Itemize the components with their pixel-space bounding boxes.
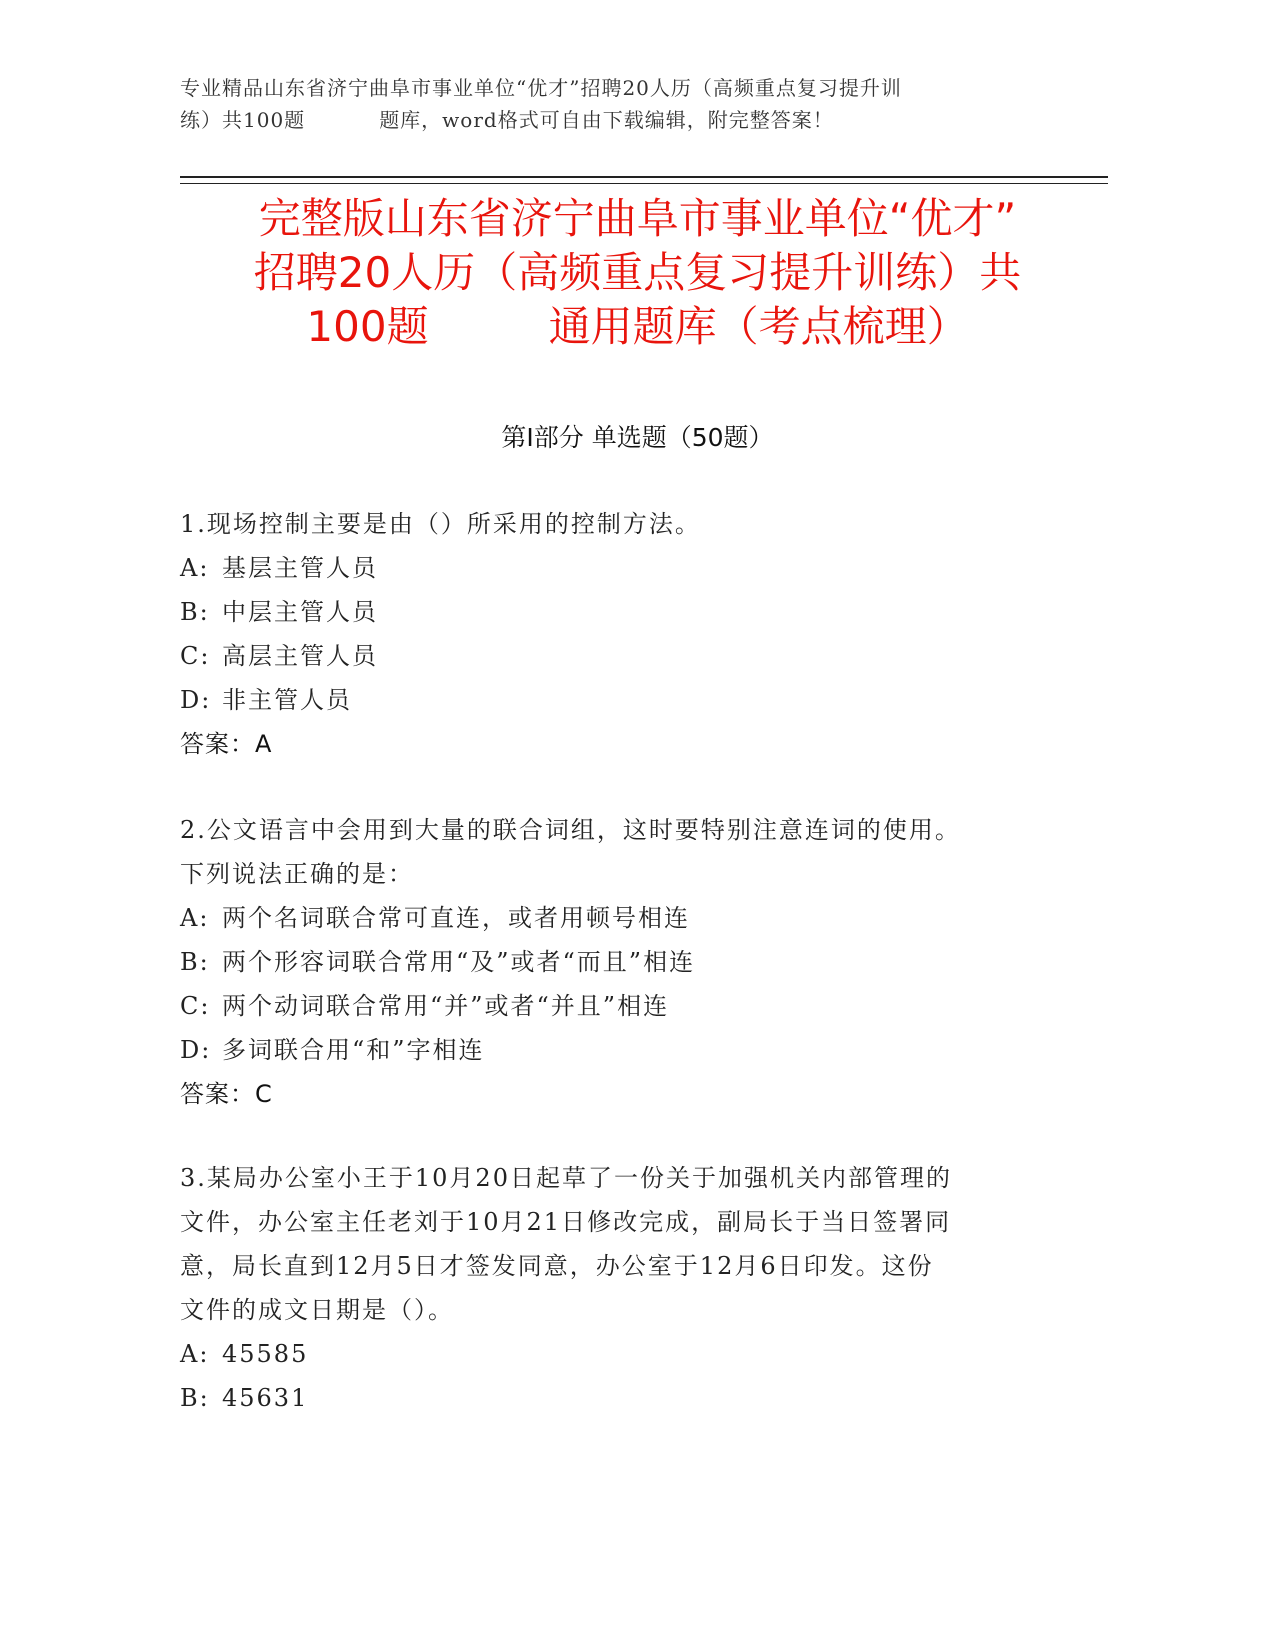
header-line-2 [180,104,1040,136]
title-line-3a: 100题 [306,302,429,351]
title-line-1: 完整版山东省济宁曲阜市事业单位“优才” [258,194,1017,243]
question-stem-line-1: 2.公文语言中会用到大量的联合词组，这时要特别注意连词的使用。 [180,816,961,844]
header-rule-thick [180,176,1108,178]
question-stem-line-4: 文件的成文日期是（）。 [180,1296,454,1324]
option-letter: C: [180,642,211,670]
header-rule-thin [180,183,1108,184]
option-letter: D: [180,1036,212,1064]
option-letter: C: [180,992,211,1020]
header-line-1: 专业精品山东省济宁曲阜市事业单位“优才”招聘20人历（高频重点复习提升训 [180,76,902,100]
option-b [180,940,1040,984]
answer: 答案：A [180,730,273,758]
option-text: 高层主管人员 [222,642,378,670]
option-b [180,590,1040,634]
header-line-2a: 练）共100题 [180,108,306,132]
option-letter: A: [180,904,210,932]
option-letter: D: [180,686,212,714]
question-stem-line-2: 文件，办公室主任老刘于10月21日修改完成，副局长于当日签署同 [180,1208,952,1236]
question-stem-line-1: 3.某局办公室小王于10月20日起草了一份关于加强机关内部管理的 [180,1164,952,1192]
question-stem-line-2: 下列说法正确的是： [180,860,414,888]
page-header [180,72,1040,136]
header-line-2b: 题库，word格式可自由下载编辑，附完整答案！ [379,108,834,132]
question-stem: 1.现场控制主要是由（）所采用的控制方法。 [180,510,701,538]
question-2 [180,808,1040,1116]
option-text: 多词联合用“和”字相连 [222,1036,485,1064]
option-text: 基层主管人员 [222,554,378,582]
option-a [180,546,1040,590]
option-b [180,1376,1040,1420]
option-c [180,634,1040,678]
option-text: 两个名词联合常可直连，或者用顿号相连 [222,904,690,932]
option-c [180,984,1040,1028]
question-3 [180,1156,1040,1420]
option-text: 45631 [222,1384,309,1412]
option-letter: B: [180,1384,210,1412]
section-heading: 第Ⅰ部分 单选题（50题） [501,423,774,452]
title-line-3 [150,300,1125,354]
option-a [180,1332,1040,1376]
option-letter: A: [180,554,210,582]
question-stem-line-3: 意，局长直到12月5日才签发同意，办公室于12月6日印发。这份 [180,1252,934,1280]
question-1 [180,502,1040,766]
option-d [180,678,1040,722]
option-text: 中层主管人员 [222,598,378,626]
option-d [180,1028,1040,1072]
option-a [180,896,1040,940]
option-letter: B: [180,948,210,976]
option-letter: A: [180,1340,210,1368]
answer: 答案：C [180,1080,273,1108]
option-text: 两个形容词联合常用“及”或者“而且”相连 [222,948,696,976]
option-text: 45585 [222,1340,309,1368]
document-title [150,192,1125,354]
option-text: 非主管人员 [222,686,352,714]
option-text: 两个动词联合常用“并”或者“并且”相连 [222,992,670,1020]
title-line-3b: 通用题库（考点梳理） [548,302,969,351]
option-letter: B: [180,598,210,626]
title-line-2: 招聘20人历（高频重点复习提升训练）共 [253,248,1022,297]
